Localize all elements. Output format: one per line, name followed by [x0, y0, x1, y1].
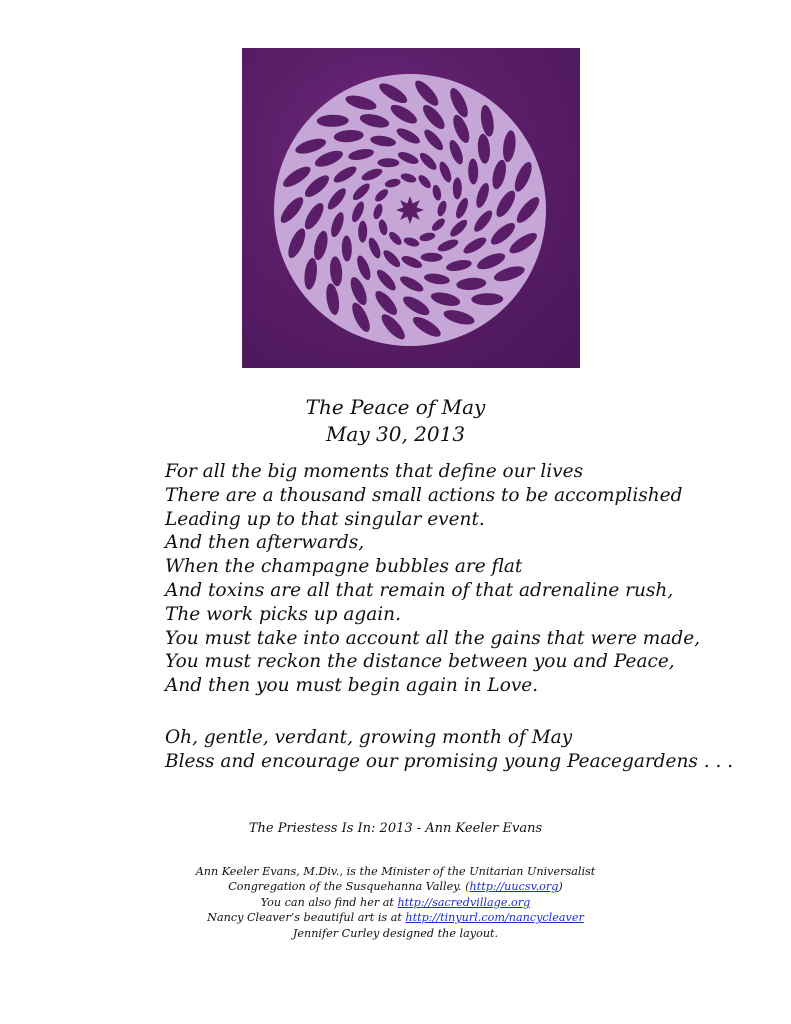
mandala-center-star [396, 196, 424, 224]
poem-line: Bless and encourage our promising young Peacegardens . . . [165, 750, 734, 772]
footer-line [0, 879, 791, 894]
stanza-1 [165, 460, 765, 698]
credit-line: The Priestess Is In: 2013 - Ann Keeler Evans [248, 821, 543, 836]
poem-line: When the champagne bubbles are flat [165, 556, 523, 578]
uucsv-link[interactable]: http://uucsv.org [469, 880, 559, 894]
footer [0, 864, 791, 941]
footer-line: Jennifer Curley designed the layout. [292, 926, 499, 940]
poem-date: May 30, 2013 [325, 422, 466, 446]
footer-line [0, 895, 791, 910]
poem-line: Leading up to that singular event. [165, 508, 485, 530]
footer-text: ) [558, 880, 563, 894]
artwork-panel [242, 48, 580, 368]
footer-text: Nancy Cleaver’s beautiful art is at [207, 911, 406, 925]
poem-line: And toxins are all that remain of that adrenaline rush, [165, 579, 674, 601]
poem-line: And then you must begin again in Love. [165, 675, 539, 697]
poem-line: Oh, gentle, verdant, growing month of May [165, 726, 573, 748]
poem-line: And then afterwards, [165, 532, 365, 554]
poem-line: The work picks up again. [165, 603, 401, 625]
footer-text: You can also find her at [260, 895, 398, 909]
poem-line: For all the big moments that define our lives [165, 461, 584, 482]
poem-title: The Peace of May [305, 395, 486, 419]
poem-line: You must reckon the distance between you and Peace, [165, 651, 675, 673]
paper-cut-mandala-image [242, 48, 580, 368]
sacredvillage-link[interactable]: http://sacredvillage.org [397, 895, 531, 909]
footer-text: Congregation of the Susquehanna Valley. ( [228, 880, 470, 894]
poem [165, 460, 765, 774]
stanza-gap [165, 698, 765, 726]
footer-line [0, 910, 791, 925]
title-block [0, 394, 791, 448]
poem-line: You must take into account all the gains that were made, [165, 627, 701, 649]
stanza-2 [165, 726, 765, 774]
footer-line: Ann Keeler Evans, M.Div., is the Minister of the Unitarian Universalist [195, 865, 596, 878]
nancycleaver-link[interactable]: http://tinyurl.com/nancycleaver [405, 911, 584, 925]
poem-line: There are a thousand small actions to be accomplished [165, 484, 683, 506]
